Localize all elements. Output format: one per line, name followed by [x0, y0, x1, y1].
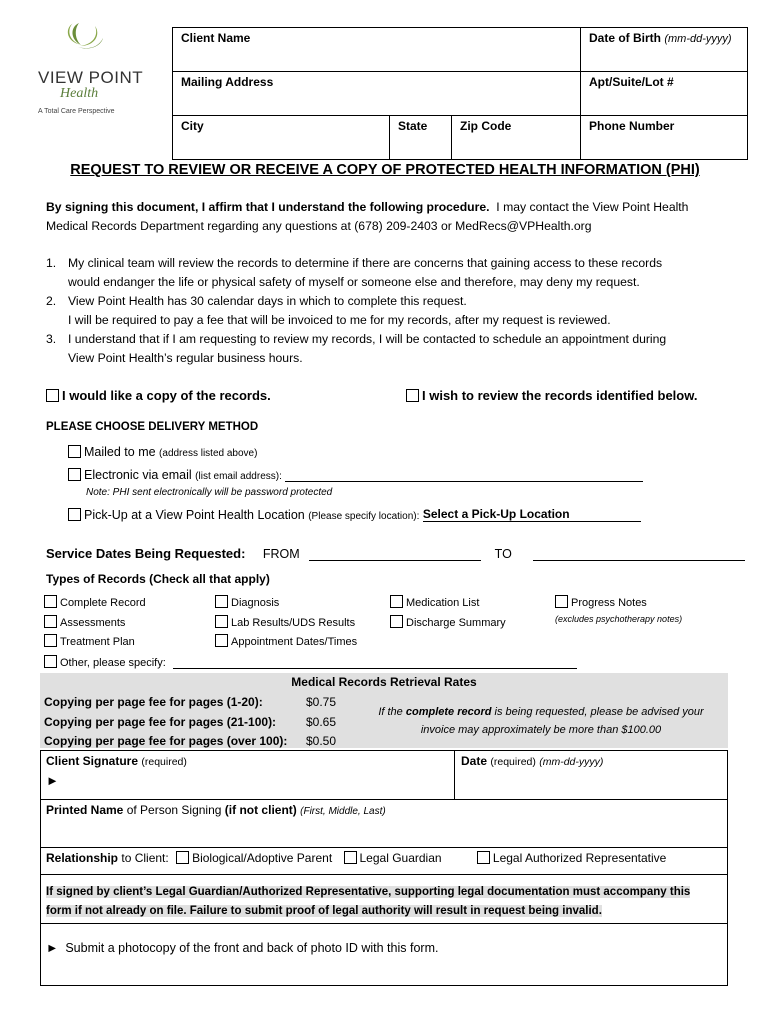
page-title: REQUEST TO REVIEW OR RECEIVE A COPY OF PROTECTED HEALTH INFORMATION (PHI): [70, 162, 700, 178]
rates-labels: Copying per page fee for pages (1-20): Copying per page fee for pages (21-100): Copying per page fee for pages (over 100):: [44, 695, 288, 748]
relationship-row: Relationship to Client: Biological/Adoptive Parent Legal Guardian Legal Authorized Representative: [46, 851, 667, 865]
to-date-input[interactable]: [533, 560, 745, 561]
delivery-heading: PLEASE CHOOSE DELIVERY METHOD: [46, 421, 259, 433]
client-signature-field[interactable]: Client Signature (required): [46, 754, 187, 768]
record-type-treatment-plan[interactable]: Treatment Plan: [44, 633, 146, 653]
logo-tagline: A Total Care Perspective: [38, 108, 115, 115]
copy-option[interactable]: I would like a copy of the records.: [46, 388, 271, 403]
record-type-medication[interactable]: Medication List: [390, 594, 506, 614]
record-type-lab-results[interactable]: Lab Results/UDS Results: [215, 614, 357, 634]
email-checkbox[interactable]: [68, 468, 81, 481]
record-type-diagnosis[interactable]: Diagnosis: [215, 594, 357, 614]
mailed-option[interactable]: Mailed to me (address listed above): [68, 445, 257, 459]
date-field[interactable]: Date (required) (mm-dd-yyyy): [461, 754, 604, 768]
phone-field[interactable]: Phone Number: [581, 116, 748, 160]
copy-checkbox[interactable]: [46, 389, 59, 402]
record-type-appointments[interactable]: Appointment Dates/Times: [215, 633, 357, 653]
signature-section: [40, 750, 728, 986]
from-date-input[interactable]: [309, 560, 481, 561]
record-type-progress-notes[interactable]: Progress Notes: [555, 594, 682, 614]
state-field[interactable]: State: [390, 116, 452, 160]
record-type-other[interactable]: Other, please specify:: [44, 655, 577, 669]
list-item: 1. My clinical team will review the records to determine if there are concerns that gaining access to these records would endanger the life or physical safety of myself or someone else and therefore, may deny my request.: [46, 256, 663, 289]
record-type-complete[interactable]: Complete Record: [44, 594, 146, 614]
types-col-2: [215, 594, 357, 653]
mailed-checkbox[interactable]: [68, 445, 81, 458]
list-item: 3. I understand that if I am requesting to review my records, I will be contacted to schedule an appointment during View Point Health’s regular business hours.: [46, 332, 667, 365]
rel-representative[interactable]: Legal Authorized Representative: [477, 851, 666, 865]
printed-name-field[interactable]: Printed Name of Person Signing (if not client) (First, Middle, Last): [46, 803, 386, 817]
rel-guardian[interactable]: Legal Guardian: [344, 851, 442, 865]
review-option[interactable]: I wish to review the records identified below.: [406, 388, 697, 403]
intro-text: By signing this document, I affirm that I understand the following procedure. I may contact the View Point Health Medical Records Department regarding any questions at (678) 209-2403 or MedRecs@VPHealth.org: [46, 200, 689, 233]
pickup-option[interactable]: Pick-Up at a View Point Health Location (Please specify location): Select a Pick-Up Location: [68, 507, 641, 522]
procedure-list: [46, 254, 746, 368]
rates-section: Medical Records Retrieval Rates Copying per page fee for pages (1-20): Copying per page fee for pages (21-100): Copying per page fee for pages (over 100): $0.75 $0.65 $0.50 If the complete record is being requested, please be advised your invoice may approximately be more than $100.00: [40, 673, 728, 748]
list-item: 2. View Point Health has 30 calendar days in which to complete this request. I will be required to pay a fee that will be invoiced to me for my records, after my request is reviewed.: [46, 294, 611, 327]
types-col-1: [44, 594, 146, 653]
types-col-4: Progress Notes (excludes psychotherapy notes): [555, 594, 682, 624]
apt-field[interactable]: Apt/Suite/Lot #: [581, 72, 748, 116]
signature-arrow-icon: ►: [46, 773, 59, 788]
record-type-discharge[interactable]: Discharge Summary: [390, 614, 506, 634]
pickup-location-select[interactable]: Select a Pick-Up Location: [423, 507, 641, 522]
types-heading: Types of Records (Check all that apply): [46, 572, 270, 586]
record-type-assessments[interactable]: Assessments: [44, 614, 146, 634]
types-col-3: [390, 594, 506, 633]
rates-values: $0.75 $0.65 $0.50: [306, 695, 337, 748]
logo-sub: Health: [60, 86, 99, 101]
pickup-checkbox[interactable]: [68, 508, 81, 521]
zip-field[interactable]: Zip Code: [452, 116, 581, 160]
rates-note: If the complete record is being requested, please be advised your invoice may approximately be more than $100.00: [378, 706, 704, 736]
service-dates: Service Dates Being Requested: FROM TO: [46, 546, 746, 561]
photo-id-instruction: ► Submit a photocopy of the front and back of photo ID with this form.: [46, 941, 439, 955]
legal-notice: If signed by client’s Legal Guardian/Authorized Representative, supporting legal documentation must accompany this form if not already on file. Failure to submit proof of legal authority will result in request being invalid.: [46, 886, 691, 917]
client-info-table: [172, 27, 748, 160]
city-field[interactable]: City: [173, 116, 390, 160]
email-note: Note: PHI sent electronically will be password protected: [86, 487, 333, 498]
viewpoint-logo-icon: [55, 22, 105, 72]
client-name-field[interactable]: Client Name: [173, 28, 581, 72]
email-input[interactable]: [285, 481, 643, 482]
review-checkbox[interactable]: [406, 389, 419, 402]
email-option[interactable]: Electronic via email (list email address):: [68, 468, 643, 482]
arrow-icon: ►: [46, 941, 59, 955]
rel-parent[interactable]: Biological/Adoptive Parent: [176, 851, 332, 865]
other-input[interactable]: [173, 668, 577, 669]
mailing-address-field[interactable]: Mailing Address: [173, 72, 581, 116]
dob-field[interactable]: Date of Birth (mm-dd-yyyy): [581, 28, 748, 72]
logo-name: VIEW POINT: [38, 68, 144, 87]
